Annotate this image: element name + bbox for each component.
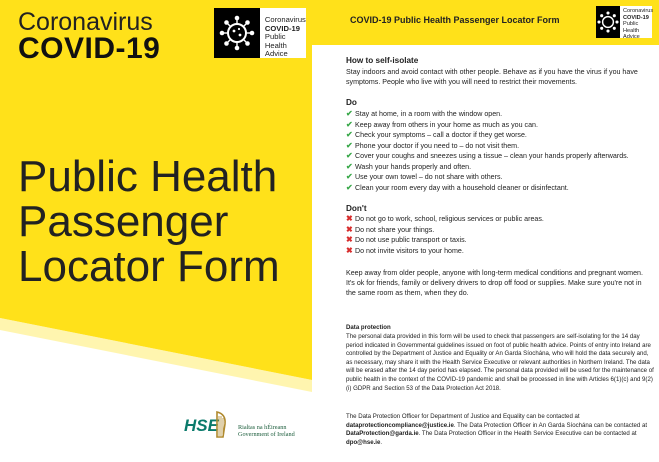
keep-away-text: Keep away from older people, anyone with long-term medical conditions and pregnant women. It's ok for friends, family or delivery drivers to drop off food or supplies. Make sure you're not in the same room as them, when they do. <box>346 269 643 297</box>
email-hse-link[interactable]: dpo@hse.ie <box>346 438 381 446</box>
logo-caption: Coronavirus COVID-19 Public Health Advice <box>264 15 306 59</box>
do-heading: Do <box>346 98 357 107</box>
brand-covid19: COVID-19 <box>18 32 161 65</box>
check-icon: ✔ <box>346 130 353 139</box>
check-icon: ✔ <box>346 161 353 171</box>
check-icon: ✔ <box>346 109 353 118</box>
dont-item: ✖ Do not go to work, school, religious services or public areas. <box>346 214 544 223</box>
check-icon: ✔ <box>346 172 353 181</box>
check-icon: ✔ <box>346 151 353 160</box>
data-protection-text: The personal data provided in this form will be used to check that passengers are self-isolating for the 14 day period indicated in Governmental guidelines issued on foot of public health advice. Points of entry into Ireland are controlled by the Department of Justice and Equality or An Garda Síochána, who will hold the data securely and, as necessary, may share it with the Health Service Executive or relevant authorities in Northern Ireland. The data will be erased after the 14 day period has elapsed. The personal data provided will be used for the maintenance of public health in the context of the COVID-19 pandemic and shall be processed in line with Articles 6(1)(c) and 9(2)(i) GDPR and Section 53 of the Data Protection Act 2018. <box>346 333 654 392</box>
government-of-ireland-logo: Rialtas na hÉireann Government of Ireland <box>238 424 295 438</box>
do-item: ✔ Phone your doctor if you need to – do not visit them. <box>346 140 520 150</box>
footer-logos <box>180 402 312 462</box>
check-icon: ✔ <box>346 119 353 129</box>
do-item: ✔ Stay at home, in a room with the window open. <box>346 109 503 118</box>
email-justice-link[interactable]: dataprotectioncompliance@justice.ie <box>346 421 454 429</box>
cross-icon: ✖ <box>346 245 353 255</box>
self-isolate-heading: How to self-isolate <box>346 56 419 65</box>
logo-caption-small: Coronavirus COVID-19 Public Health Advice <box>623 8 654 40</box>
check-icon: ✔ <box>346 140 353 150</box>
cross-icon: ✖ <box>346 235 353 244</box>
data-protection-officers: The Data Protection Officer for Department of Justice and Equality can be contacted at dataprotectioncompliance@justice.ie. The Data Protection Officer in An Garda Síochána can be contacted at DataProtection@garda.ie. The Data Protection Officer in the Health Service Executive can be contacted at dpo@hse.ie. <box>346 413 648 446</box>
self-isolate-text: Stay indoors and avoid contact with other people. Behave as if you have the virus if you have symptoms. People who live with you will need to restrict their movements. <box>346 68 638 86</box>
info-header <box>312 0 659 45</box>
cross-icon: ✖ <box>346 224 353 234</box>
info-page <box>312 0 659 462</box>
dont-list <box>346 214 656 256</box>
do-item: ✔ Cover your coughs and sneezes using a tissue – clean your hands properly afterwards. <box>346 151 629 160</box>
virus-icon <box>596 6 620 38</box>
dont-item: ✖ Do not share your things. <box>346 224 435 234</box>
email-garda-link[interactable]: DataProtection@garda.ie <box>346 430 419 438</box>
cover-title: Public Health Passenger Locator Form <box>18 152 280 291</box>
check-icon: ✔ <box>346 182 353 192</box>
harp-icon <box>214 410 228 440</box>
do-item: ✔ Use your own towel – do not share with others. <box>346 172 503 181</box>
cover-page <box>0 0 312 462</box>
brand-coronavirus: Coronavirus <box>18 8 153 36</box>
do-item: ✔ Wash your hands properly and often. <box>346 161 472 171</box>
do-item: ✔ Check your symptoms – call a doctor if they get worse. <box>346 130 527 139</box>
data-protection-heading: Data protection <box>346 324 391 331</box>
covid-advice-logo <box>214 8 306 58</box>
do-item: ✔ Keep away from others in your home as much as you can. <box>346 119 538 129</box>
cross-icon: ✖ <box>346 214 353 223</box>
info-header-title: COVID-19 Public Health Passenger Locator Form <box>350 15 560 25</box>
covid-advice-logo-small <box>596 6 652 38</box>
dont-heading: Don't <box>346 204 367 213</box>
do-list <box>346 109 656 193</box>
do-item: ✔ Clean your room every day with a household cleaner or disinfectant. <box>346 182 569 192</box>
virus-icon <box>214 8 260 58</box>
hse-logo: HSE <box>184 416 219 435</box>
dont-item: ✖ Do not use public transport or taxis. <box>346 235 467 244</box>
dont-item: ✖ Do not invite visitors to your home. <box>346 245 464 255</box>
